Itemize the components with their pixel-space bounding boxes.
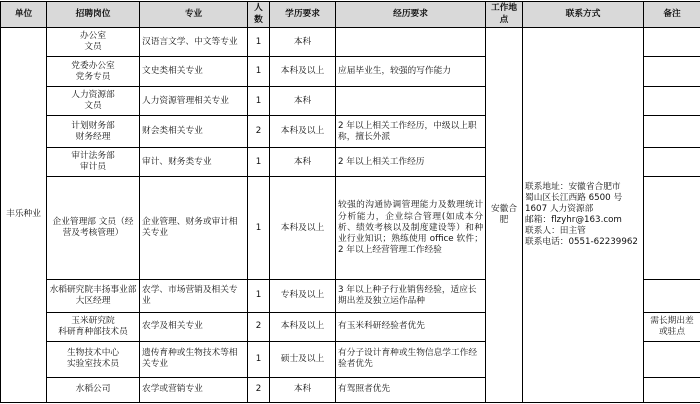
contact-cell — [523, 28, 644, 403]
note-cell — [644, 177, 700, 280]
contact-email: 邮箱：flzyhr@163.com — [525, 215, 622, 225]
education-cell: 本科 — [270, 86, 336, 115]
education-cell: 本科及以上 — [270, 177, 336, 280]
header-contact: 联系方式 — [523, 2, 644, 28]
major-cell: 农学及相关专业 — [140, 312, 248, 341]
experience-cell: 应届毕业生，较强的写作能力 — [336, 57, 486, 86]
note-cell — [644, 377, 700, 402]
position-cell: 审计法务部 审计员 — [47, 147, 140, 176]
position-cell: 玉米研究院 科研育种部技术员 — [47, 312, 140, 341]
contact-address-line3: 1607 人力资源部 — [525, 203, 594, 214]
note-cell — [644, 57, 700, 86]
major-cell: 文史类相关专业 — [140, 57, 248, 86]
position-cell: 党委办公室 党务专员 — [47, 57, 140, 86]
header-education: 学历要求 — [270, 2, 336, 28]
note-cell — [644, 28, 700, 57]
experience-cell: 2 年以上相关工作经历 — [336, 147, 486, 176]
count-cell: 2 — [248, 377, 270, 402]
education-cell: 本科 — [270, 28, 336, 57]
experience-cell: 有分子设计育种或生物信息学工作经验者优先 — [336, 342, 486, 378]
header-major: 专业 — [140, 2, 248, 28]
contact-address-line2: 蜀山区长江西路 6500 号 — [525, 192, 623, 203]
major-cell: 财会类相关专业 — [140, 116, 248, 148]
position-cell: 水稻研究院丰扬事业部大区经理 — [47, 280, 140, 313]
major-cell: 农学或营销专业 — [140, 377, 248, 402]
location-cell: 安徽合肥 — [486, 28, 523, 403]
major-cell: 汉语言文学、中文等专业 — [140, 28, 248, 57]
count-cell: 1 — [248, 28, 270, 57]
education-cell: 硕士及以上 — [270, 342, 336, 378]
education-cell: 本科及以上 — [270, 116, 336, 148]
position-cell: 办公室 文员 — [47, 28, 140, 57]
unit-cell: 丰乐种业 — [1, 28, 47, 403]
position-cell: 水稻公司 — [47, 377, 140, 402]
experience-cell — [336, 86, 486, 115]
experience-cell: 2 年以上相关工作经历，中级以上职称，擅长外派 — [336, 116, 486, 148]
count-cell: 1 — [248, 342, 270, 378]
experience-cell: 较强的沟通协调管理能力及数理统计分析能力，企业综合管理(如成本分析、绩效考核以及制度建设等）和种业行业知识；熟练使用 office 软件；2 年以上经营管理工作经验 — [336, 177, 486, 280]
position-cell: 计划财务部 财务经理 — [47, 116, 140, 148]
experience-cell — [336, 28, 486, 57]
education-cell: 本科 — [270, 377, 336, 402]
contact-address: 联系地址：安徽省合肥市 — [525, 181, 621, 192]
note-cell — [644, 342, 700, 378]
header-position: 招聘岗位 — [47, 2, 140, 28]
note-cell — [644, 280, 700, 313]
header-notes: 备注 — [644, 2, 700, 28]
note-cell — [644, 86, 700, 115]
position-cell: 人力资源部 文员 — [47, 86, 140, 115]
header-row — [1, 2, 700, 28]
experience-cell: 有玉米科研经验者优先 — [336, 312, 486, 341]
header-location: 工作地点 — [486, 2, 523, 28]
header-unit: 单位 — [1, 2, 47, 28]
major-cell: 人力资源管理相关专业 — [140, 86, 248, 115]
count-cell: 1 — [248, 177, 270, 280]
contact-person: 联系人：田主管 — [525, 226, 586, 237]
experience-cell: 3 年以上种子行业销售经验，适应长期出差及独立运作品种 — [336, 280, 486, 313]
recruitment-table — [0, 1, 700, 403]
contact-phone: 联系电话：0551-62239962 — [525, 237, 638, 248]
count-cell: 1 — [248, 280, 270, 313]
major-cell: 审计、财务类专业 — [140, 147, 248, 176]
major-cell: 遗传育种或生物技术等相关专业 — [140, 342, 248, 378]
major-cell: 企业管理、财务或审计相关专业 — [140, 177, 248, 280]
education-cell: 本科及以上 — [270, 57, 336, 86]
experience-cell: 有驾照者优先 — [336, 377, 486, 402]
count-cell: 1 — [248, 147, 270, 176]
education-cell: 专科及以上 — [270, 280, 336, 313]
major-cell: 农学、市场营销及相关专业 — [140, 280, 248, 313]
header-count: 人数 — [248, 2, 270, 28]
position-cell: 生物技术中心 实验室技术员 — [47, 342, 140, 378]
header-experience: 经历要求 — [336, 2, 486, 28]
table-row — [1, 28, 700, 57]
count-cell: 2 — [248, 116, 270, 148]
note-cell — [644, 116, 700, 148]
education-cell: 本科 — [270, 147, 336, 176]
count-cell: 1 — [248, 86, 270, 115]
count-cell: 2 — [248, 312, 270, 341]
note-cell: 需长期出差或驻点 — [644, 312, 700, 341]
education-cell: 本科及以上 — [270, 312, 336, 341]
note-cell — [644, 147, 700, 176]
count-cell: 1 — [248, 57, 270, 86]
position-cell: 企业管理部 文员（经营及考核管理） — [47, 177, 140, 280]
